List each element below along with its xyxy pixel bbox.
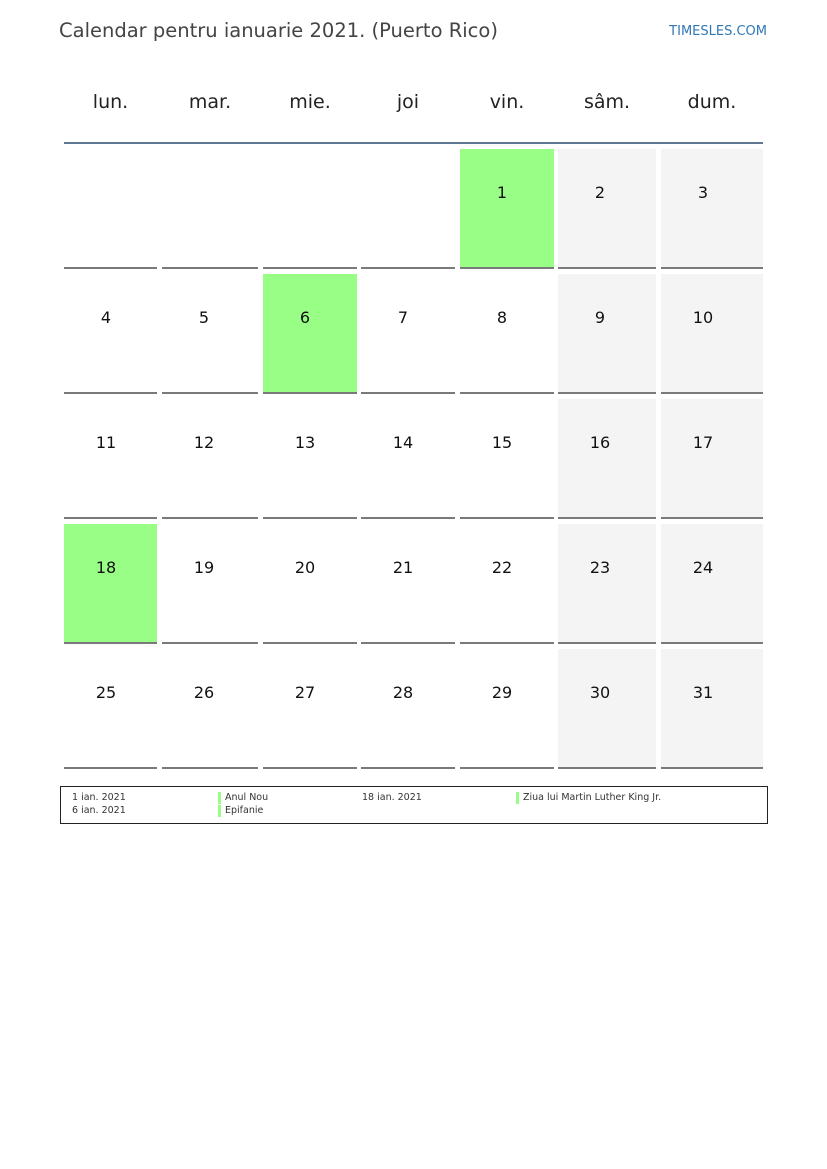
day-number: 22 [491, 558, 513, 577]
day-number: 2 [594, 183, 606, 202]
holiday-legend [60, 786, 768, 824]
day-cell [361, 649, 455, 769]
day-number: 25 [95, 683, 117, 702]
day-cell [558, 649, 656, 769]
weekday-header: sâm. [583, 91, 631, 113]
day-cell [263, 649, 357, 769]
header-divider [64, 142, 763, 144]
day-number: 13 [294, 433, 316, 452]
day-cell [661, 524, 763, 644]
day-number: 4 [100, 308, 112, 327]
day-number: 27 [294, 683, 316, 702]
legend-name-text: Anul Nou [225, 792, 269, 803]
day-number: 18 [95, 558, 117, 577]
weekday-header: dum. [687, 91, 737, 113]
day-cell [661, 274, 763, 394]
holiday-color-marker [218, 792, 221, 804]
day-number: 10 [692, 308, 714, 327]
day-number: 17 [692, 433, 714, 452]
empty-day-cell [162, 149, 258, 269]
day-cell [558, 399, 656, 519]
brand-link[interactable]: TIMESLES.COM [669, 24, 767, 39]
empty-day-cell [361, 149, 455, 269]
day-number: 16 [589, 433, 611, 452]
empty-day-cell [263, 149, 357, 269]
legend-name-text: Ziua lui Martin Luther King Jr. [523, 792, 662, 803]
day-cell [661, 649, 763, 769]
day-cell [64, 649, 157, 769]
day-cell [263, 399, 357, 519]
weekday-header: mar. [188, 91, 232, 113]
legend-holiday-name [218, 792, 268, 803]
day-cell [661, 399, 763, 519]
weekday-header: mie. [289, 91, 331, 113]
day-number: 19 [193, 558, 215, 577]
empty-day-cell [64, 149, 157, 269]
day-cell [460, 649, 554, 769]
day-number: 9 [594, 308, 606, 327]
legend-holiday-name [516, 792, 661, 803]
day-cell [64, 399, 157, 519]
holiday-day-cell [263, 274, 357, 394]
day-number: 3 [697, 183, 709, 202]
day-cell [162, 649, 258, 769]
day-number: 30 [589, 683, 611, 702]
day-cell [558, 149, 656, 269]
day-number: 24 [692, 558, 714, 577]
page-title: Calendar pentru ianuarie 2021. (Puerto Rico) [59, 19, 498, 42]
day-number: 29 [491, 683, 513, 702]
holiday-day-cell [460, 149, 554, 269]
day-cell [64, 274, 157, 394]
day-cell [162, 399, 258, 519]
holiday-color-marker [218, 805, 221, 817]
day-number: 12 [193, 433, 215, 452]
day-number: 8 [496, 308, 508, 327]
day-number: 23 [589, 558, 611, 577]
day-cell [361, 524, 455, 644]
day-number: 21 [392, 558, 414, 577]
day-number: 5 [198, 308, 210, 327]
day-number: 14 [392, 433, 414, 452]
day-number: 15 [491, 433, 513, 452]
weekday-header: vin. [489, 91, 525, 113]
day-cell [460, 274, 554, 394]
weekday-header: lun. [92, 91, 129, 113]
day-number: 20 [294, 558, 316, 577]
day-cell [558, 524, 656, 644]
day-cell [460, 524, 554, 644]
day-number: 26 [193, 683, 215, 702]
legend-date: 1 ian. 2021 [72, 792, 126, 803]
day-cell [162, 524, 258, 644]
holiday-day-cell [64, 524, 157, 644]
day-number: 31 [692, 683, 714, 702]
day-number: 28 [392, 683, 414, 702]
legend-date: 18 ian. 2021 [362, 792, 422, 803]
day-cell [162, 274, 258, 394]
legend-holiday-name [218, 805, 263, 816]
day-cell [263, 524, 357, 644]
day-number: 6 [299, 308, 311, 327]
weekday-header: joi [396, 91, 420, 113]
holiday-color-marker [516, 792, 519, 804]
day-cell [361, 274, 455, 394]
day-number: 7 [397, 308, 409, 327]
day-cell [661, 149, 763, 269]
day-cell [460, 399, 554, 519]
legend-date: 6 ian. 2021 [72, 805, 126, 816]
day-cell [361, 399, 455, 519]
day-cell [558, 274, 656, 394]
day-number: 11 [95, 433, 117, 452]
legend-name-text: Epifanie [225, 805, 264, 816]
day-number: 1 [496, 183, 508, 202]
